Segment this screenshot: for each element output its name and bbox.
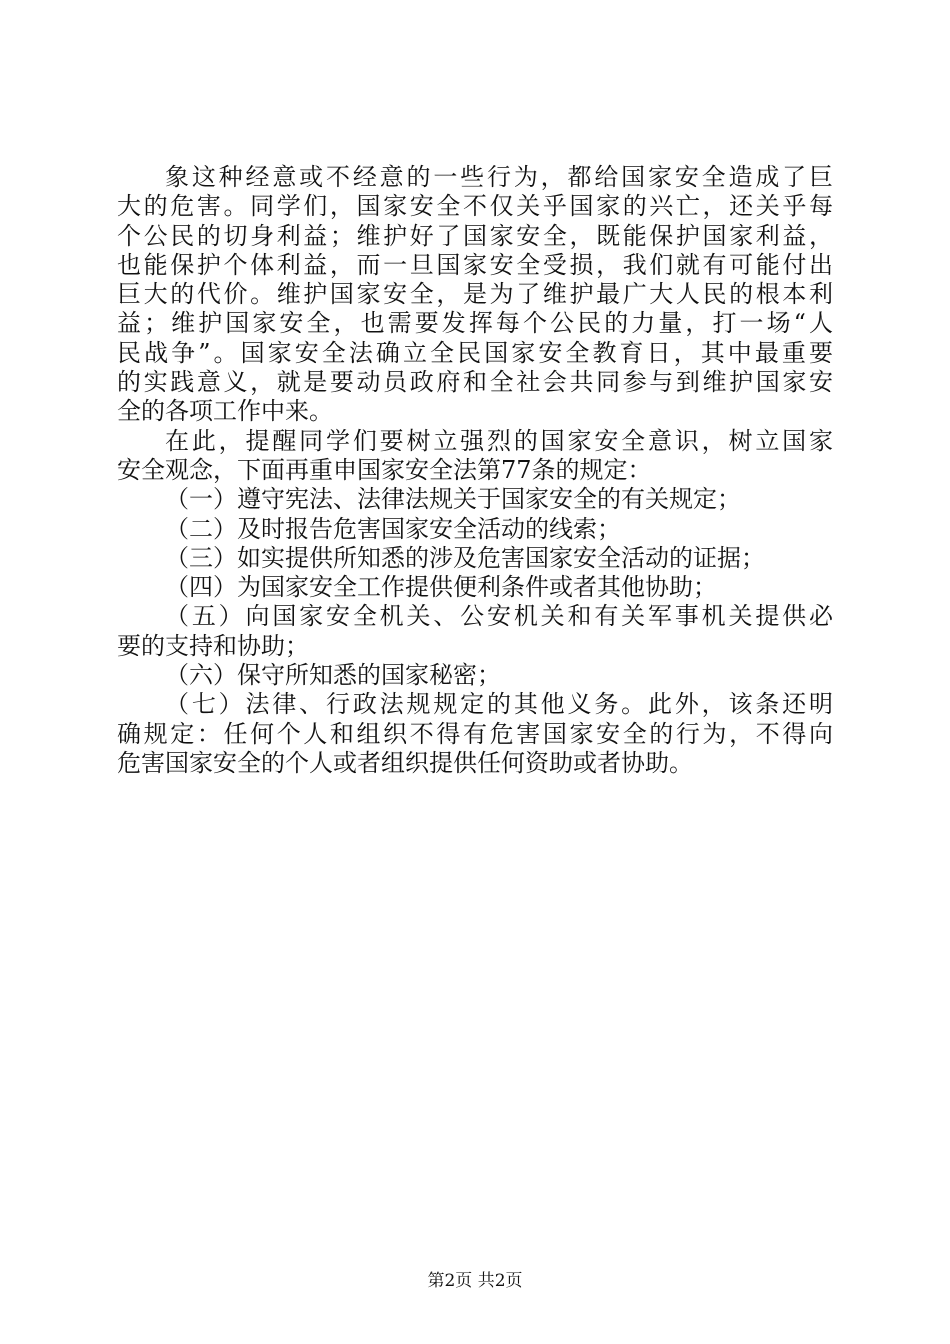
list-item-1: （一）遵守宪法、法律法规关于国家安全的有关规定； <box>165 485 741 514</box>
list-item-2: （二）及时报告危害国家安全活动的线索； <box>165 514 621 543</box>
body-line: 益；维护国家安全，也需要发挥每个公民的力量，打一场“人 <box>117 309 833 338</box>
body-line: 大的危害。同学们，国家安全不仅关乎国家的兴亡，还关乎每 <box>117 192 833 221</box>
body-line: 民战争”。国家安全法确立全民国家安全教育日，其中最重要 <box>117 338 833 367</box>
page-footer: 第2页 共2页 <box>427 1271 523 1291</box>
list-item-3: （三）如实提供所知悉的涉及危害国家安全活动的证据； <box>165 543 765 572</box>
list-item-6: （六）保守所知悉的国家秘密； <box>165 661 501 690</box>
body-line: 安全观念，下面再重申国家安全法第77条的规定： <box>117 455 652 484</box>
list-item-5-cont: 要的支持和协助； <box>117 631 309 660</box>
body-line: 也能保护个体利益，而一旦国家安全受损，我们就有可能付出 <box>117 250 833 279</box>
body-line: 象这种经意或不经意的一些行为，都给国家安全造成了巨 <box>165 163 833 191</box>
document-body <box>117 163 833 778</box>
list-item-4: （四）为国家安全工作提供便利条件或者其他协助； <box>165 573 717 602</box>
list-item-5: （五）向国家安全机关、公安机关和有关军事机关提供必 <box>165 602 833 631</box>
body-line: 全的各项工作中来。 <box>117 397 333 426</box>
body-line: 在此，提醒同学们要树立强烈的国家安全意识，树立国家 <box>165 426 833 455</box>
body-line: 的实践意义，就是要动员政府和全社会共同参与到维护国家安 <box>117 368 833 397</box>
body-line: 个公民的切身利益；维护好了国家安全，既能保护国家利益， <box>117 221 833 250</box>
list-item-7: （七）法律、行政法规规定的其他义务。此外，该条还明 <box>165 690 833 719</box>
list-item-7-cont: 危害国家安全的个人或者组织提供任何资助或者协助。 <box>117 748 693 777</box>
body-line: 巨大的代价。维护国家安全，是为了维护最广大人民的根本利 <box>117 280 833 309</box>
list-item-7-cont: 确规定：任何个人和组织不得有危害国家安全的行为，不得向 <box>117 719 833 748</box>
